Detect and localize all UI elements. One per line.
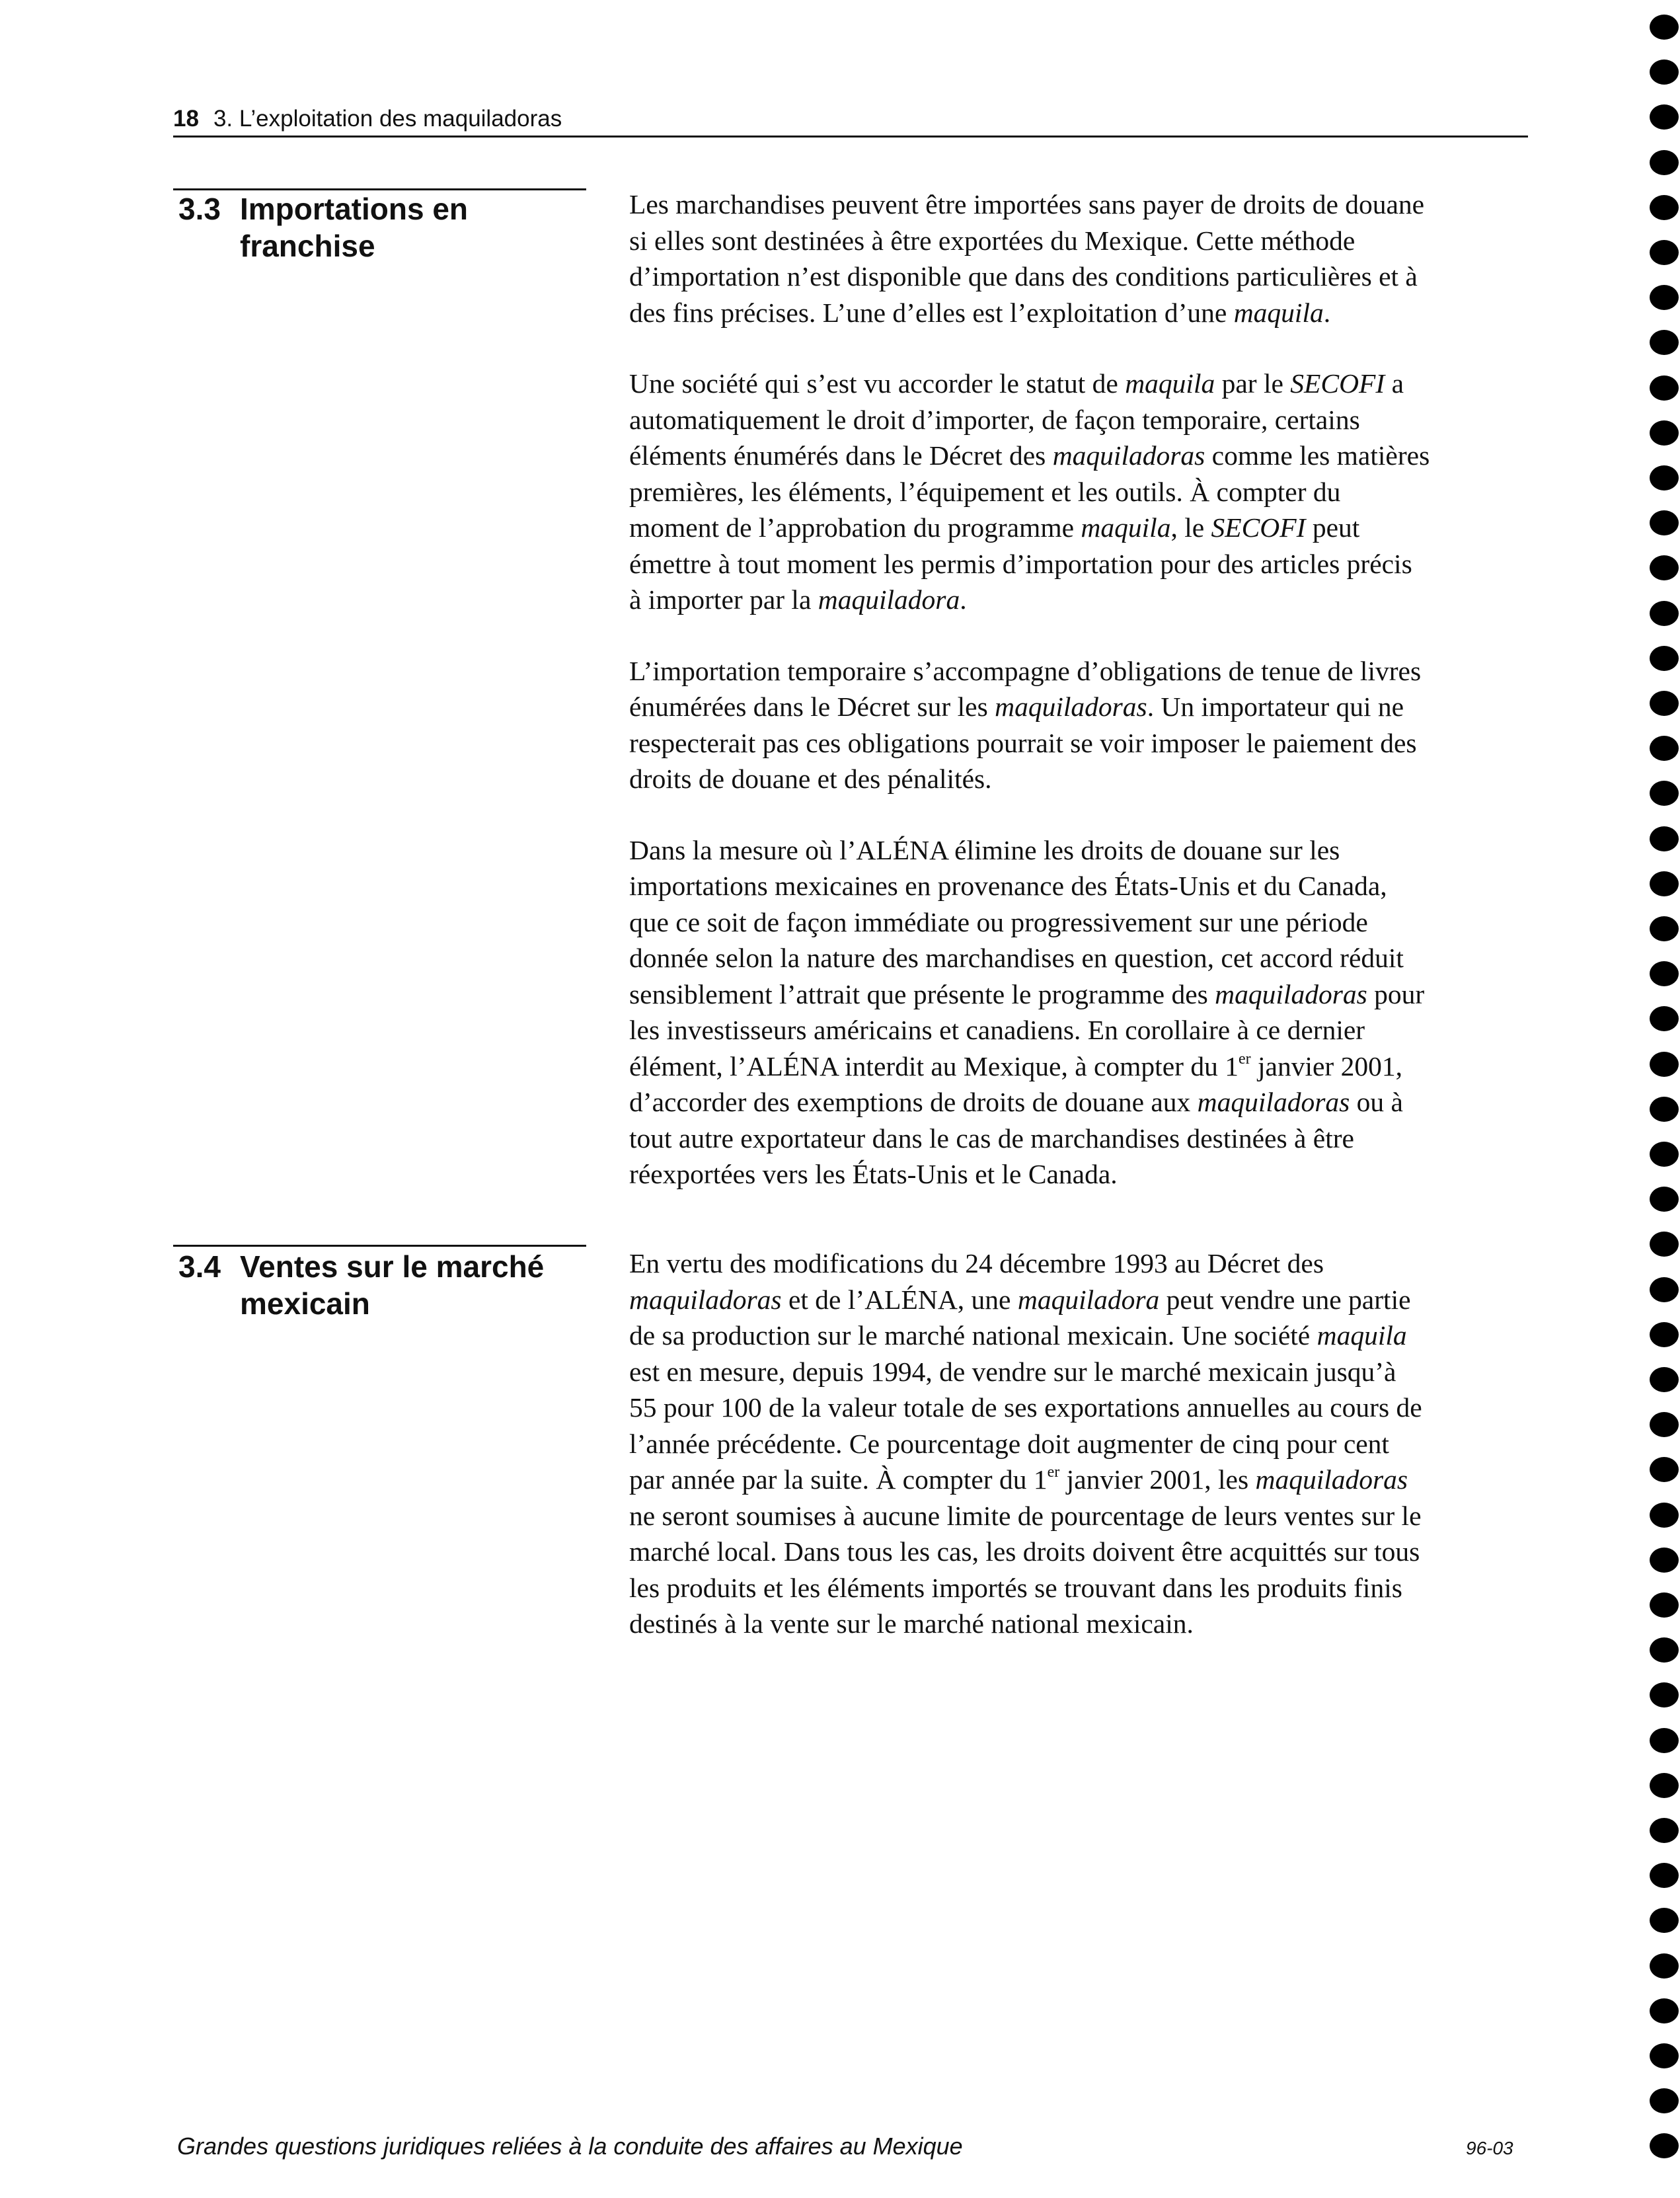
- binding-hole-icon: [1650, 15, 1679, 40]
- binding-hole-icon: [1650, 1637, 1679, 1663]
- binding-hole-icon: [1650, 1773, 1679, 1798]
- binding-hole-icon: [1650, 781, 1679, 806]
- binding-hole-icon: [1650, 150, 1679, 175]
- binding-hole-icon: [1650, 1232, 1679, 1257]
- paragraph: Dans la mesure où l’ALÉNA élimine les droits de douane sur les importations mexicaines en provenance des États-Unis et du Canada, que ce soit de façon immédiate ou progressivement sur une période donnée selon la nature des marchandises en question, cet accord réduit sensiblement l’attrait que présente le programme des maquiladoras pour les investisseurs américains et canadiens. En corollaire à ce dernier élément, l’ALÉNA interdit au Mexique, à compter du 1er janvier 2001, d’accorder des exemptions de droits de douane aux maquiladoras ou à tout autre exportateur dans le cas de marchandises destinées à être réexportées vers les États-Unis et le Canada.: [629, 834, 1425, 1189]
- binding-hole-icon: [1650, 871, 1679, 896]
- binding-hole-icon: [1650, 1367, 1679, 1392]
- binding-hole-icon: [1650, 1908, 1679, 1933]
- binding-hole-icon: [1650, 1998, 1679, 2023]
- running-header: [173, 106, 1528, 132]
- section-title-line1: Importations en: [240, 192, 469, 226]
- binding-hole-icon: [1650, 1006, 1679, 1031]
- binding-hole-icon: [1650, 510, 1679, 535]
- binding-hole-icon: [1650, 240, 1679, 265]
- section-3-3-body: [629, 186, 1535, 1228]
- binding-hole-icon: [1650, 691, 1679, 716]
- binding-hole-icon: [1650, 1457, 1679, 1482]
- binding-hole-icon: [1650, 1322, 1679, 1347]
- section-3-4-rule: [173, 1245, 586, 1247]
- binding-hole-icon: [1650, 1548, 1679, 1573]
- section-number: 3.4: [178, 1249, 221, 1284]
- section-3-4-body: [629, 1245, 1535, 1677]
- binding-hole-icon: [1650, 555, 1679, 580]
- binding-hole-icon: [1650, 1818, 1679, 1843]
- binding-hole-icon: [1650, 1503, 1679, 1528]
- binding-hole-icon: [1650, 1953, 1679, 1979]
- binding-hole-icon: [1650, 1277, 1679, 1302]
- binding-hole-icon: [1650, 420, 1679, 446]
- binding-hole-icon: [1650, 1142, 1679, 1167]
- binding-hole-icon: [1650, 195, 1679, 220]
- binding-hole-icon: [1650, 2043, 1679, 2068]
- binding-hole-icon: [1650, 375, 1679, 401]
- header-rule: [173, 136, 1528, 137]
- binding-hole-icon: [1650, 59, 1679, 85]
- page-number: 18: [173, 106, 199, 132]
- paragraph: Les marchandises peuvent être importées sans payer de droits de douane si elles sont destinées à être exportées du Mexique. Cette méthode d’importation n’est disponible que dans des conditions particulières et à des fins précises. L’une d’elles est l’exploitation d’une maquila.: [629, 189, 1425, 328]
- footer-code: 96-03: [1466, 2138, 1513, 2158]
- section-title-line2: franchise: [240, 229, 375, 263]
- binding-hole-icon: [1650, 285, 1679, 310]
- section-number: 3.3: [178, 192, 221, 226]
- binding-hole-icon: [1650, 1728, 1679, 1753]
- binding-hole-icon: [1650, 736, 1679, 761]
- binding-hole-icon: [1650, 961, 1679, 986]
- section-heading-3-3: [178, 190, 595, 264]
- section-heading-3-4: [178, 1248, 595, 1322]
- binding-hole-icon: [1650, 646, 1679, 671]
- binding-hole-icon: [1650, 1097, 1679, 1122]
- binding-strip: [1650, 0, 1680, 2198]
- binding-hole-icon: [1650, 1863, 1679, 1888]
- footer-title: Grandes questions juridiques reliées à la conduite des affaires au Mexique: [177, 2133, 963, 2160]
- paragraph: Une société qui s’est vu accorder le statut de maquila par le SECOFI a automatiquement le droit d’importer, de façon temporaire, certains éléments énumérés dans le Décret des maquiladoras comme les matières premières, les éléments, l’équipement et les outils. À compter du moment de l’approbation du programme maquila, le SECOFI peut émettre à tout moment les permis d’importation pour des articles précis à importer par la maquiladora.: [629, 368, 1430, 615]
- chapter-title: 3. L’exploitation des maquiladoras: [213, 106, 562, 132]
- section-title-line2: mexicain: [240, 1286, 370, 1321]
- binding-hole-icon: [1650, 1187, 1679, 1212]
- binding-hole-icon: [1650, 330, 1679, 355]
- binding-hole-icon: [1650, 1052, 1679, 1077]
- binding-hole-icon: [1650, 826, 1679, 851]
- binding-hole-icon: [1650, 601, 1679, 626]
- binding-hole-icon: [1650, 916, 1679, 941]
- section-title-line1: Ventes sur le marché: [240, 1249, 545, 1284]
- binding-hole-icon: [1650, 1682, 1679, 1707]
- binding-hole-icon: [1650, 1592, 1679, 1618]
- binding-hole-icon: [1650, 2088, 1679, 2113]
- binding-hole-icon: [1650, 104, 1679, 130]
- binding-hole-icon: [1650, 1412, 1679, 1437]
- paragraph: L’importation temporaire s’accompagne d’obligations de tenue de livres énumérées dans le Décret sur les maquiladoras. Un importateur qui ne respecterait pas ces obligations pourrait se voir imposer le paiement des droits de douane et des pénalités.: [629, 655, 1422, 794]
- binding-hole-icon: [1650, 465, 1679, 491]
- paragraph: En vertu des modifications du 24 décembre 1993 au Décret des maquiladoras et de l’ALÉNA, une maquiladora peut vendre une partie de sa production sur le marché national mexicain. Une société maquila est en mesure, depuis 1994, de vendre sur le marché mexicain jusqu’à 55 pour 100 de la valeur totale de ses exportations annuelles au cours de l’année précédente. Ce pourcentage doit augmenter de cinq pour cent par année par la suite. À compter du 1er janvier 2001, les maquiladoras ne seront soumises à aucune limite de pourcentage de leurs ventes sur le marché local. Dans tous les cas, les droits doivent être acquittés sur tous les produits et les éléments importés se trouvant dans les produits finis destinés à la vente sur le marché national mexicain.: [629, 1248, 1422, 1639]
- binding-hole-icon: [1650, 2133, 1679, 2158]
